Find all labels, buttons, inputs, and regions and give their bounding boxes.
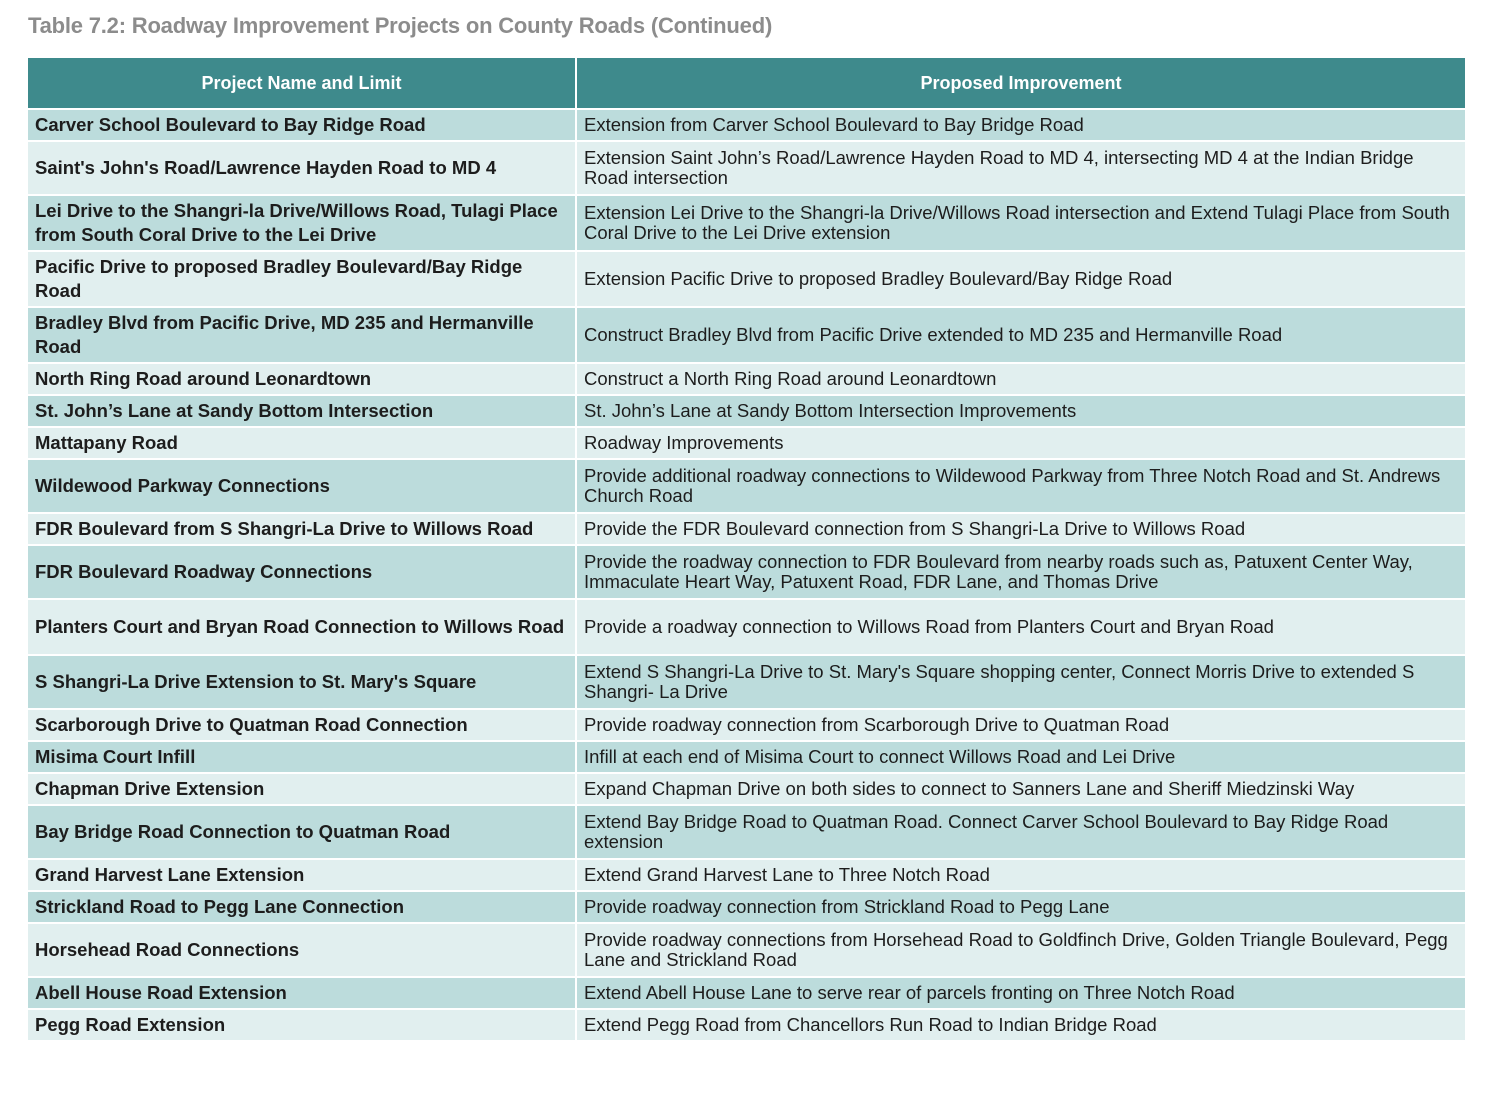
project-name-cell: Scarborough Drive to Quatman Road Connection [28,709,576,741]
proposed-improvement-cell: Provide the roadway connection to FDR Boulevard from nearby roads such as, Patuxent Center Way, Immaculate Heart Way, Patuxent Road, FDR Lane, and Thomas Drive [576,545,1465,599]
table-row [28,709,1465,741]
column-header-improvement: Proposed Improvement [576,58,1465,109]
proposed-improvement-cell: Expand Chapman Drive on both sides to connect to Sanners Lane and Sheriff Miedzinski Way [576,773,1465,805]
proposed-improvement-cell: Extension from Carver School Boulevard to Bay Bridge Road [576,109,1465,141]
table-caption: Table 7.2: Roadway Improvement Projects on County Roads (Continued) [28,13,773,38]
project-name-cell: Mattapany Road [28,427,576,459]
table-row [28,891,1465,923]
project-name-cell: Planters Court and Bryan Road Connection to Willows Road [28,599,576,655]
project-name-cell: Carver School Boulevard to Bay Ridge Road [28,109,576,141]
table-row [28,427,1465,459]
table-header-row [28,58,1465,109]
proposed-improvement-cell: Provide the FDR Boulevard connection from S Shangri-La Drive to Willows Road [576,513,1465,545]
proposed-improvement-cell: Extension Saint John’s Road/Lawrence Hayden Road to MD 4, intersecting MD 4 at the Indian Bridge Road intersection [576,141,1465,195]
proposed-improvement-cell: Extension Lei Drive to the Shangri-la Drive/Willows Road intersection and Extend Tulagi Place from South Coral Drive to the Lei Drive extension [576,195,1465,251]
project-name-cell: Bay Bridge Road Connection to Quatman Road [28,805,576,859]
project-name-cell: Grand Harvest Lane Extension [28,859,576,891]
project-name-cell: S Shangri-La Drive Extension to St. Mary's Square [28,655,576,709]
project-name-cell: Abell House Road Extension [28,977,576,1009]
proposed-improvement-cell: St. John’s Lane at Sandy Bottom Intersection Improvements [576,395,1465,427]
project-name-cell: Pacific Drive to proposed Bradley Boulevard/Bay Ridge Road [28,251,576,307]
proposed-improvement-cell: Provide roadway connections from Horsehead Road to Goldfinch Drive, Golden Triangle Boulevard, Pegg Lane and Strickland Road [576,923,1465,977]
proposed-improvement-cell: Construct a North Ring Road around Leonardtown [576,363,1465,395]
table-row [28,655,1465,709]
proposed-improvement-cell: Infill at each end of Misima Court to connect Willows Road and Lei Drive [576,741,1465,773]
table-row [28,251,1465,307]
proposed-improvement-cell: Roadway Improvements [576,427,1465,459]
column-header-project: Project Name and Limit [28,58,576,109]
project-name-cell: FDR Boulevard Roadway Connections [28,545,576,599]
proposed-improvement-cell: Extend Bay Bridge Road to Quatman Road. Connect Carver School Boulevard to Bay Ridge Road extension [576,805,1465,859]
project-name-cell: Strickland Road to Pegg Lane Connection [28,891,576,923]
table-row [28,513,1465,545]
project-name-cell: Horsehead Road Connections [28,923,576,977]
table-row [28,977,1465,1009]
proposed-improvement-cell: Extend Abell House Lane to serve rear of parcels fronting on Three Notch Road [576,977,1465,1009]
table-row [28,805,1465,859]
proposed-improvement-cell: Provide roadway connection from Scarborough Drive to Quatman Road [576,709,1465,741]
table-row [28,599,1465,655]
project-name-cell: Wildewood Parkway Connections [28,459,576,513]
project-name-cell: FDR Boulevard from S Shangri-La Drive to Willows Road [28,513,576,545]
project-name-cell: Saint's John's Road/Lawrence Hayden Road to MD 4 [28,141,576,195]
proposed-improvement-cell: Provide a roadway connection to Willows Road from Planters Court and Bryan Road [576,599,1465,655]
table-row [28,195,1465,251]
table-row [28,459,1465,513]
project-name-cell: North Ring Road around Leonardtown [28,363,576,395]
table-row [28,307,1465,363]
proposed-improvement-cell: Extend Pegg Road from Chancellors Run Road to Indian Bridge Road [576,1009,1465,1041]
proposed-improvement-cell: Construct Bradley Blvd from Pacific Drive extended to MD 235 and Hermanville Road [576,307,1465,363]
table-row [28,859,1465,891]
table-row [28,1009,1465,1041]
table-row [28,773,1465,805]
proposed-improvement-cell: Extend Grand Harvest Lane to Three Notch Road [576,859,1465,891]
proposed-improvement-cell: Extension Pacific Drive to proposed Bradley Boulevard/Bay Ridge Road [576,251,1465,307]
table-row [28,395,1465,427]
proposed-improvement-cell: Provide roadway connection from Strickland Road to Pegg Lane [576,891,1465,923]
table-row [28,545,1465,599]
project-name-cell: Chapman Drive Extension [28,773,576,805]
roadway-projects-table [28,58,1465,1042]
table-row [28,741,1465,773]
proposed-improvement-cell: Extend S Shangri-La Drive to St. Mary's Square shopping center, Connect Morris Drive to extended S Shangri- La Drive [576,655,1465,709]
project-name-cell: Pegg Road Extension [28,1009,576,1041]
table-row [28,923,1465,977]
table-row [28,141,1465,195]
table-row [28,363,1465,395]
project-name-cell: Lei Drive to the Shangri-la Drive/Willows Road, Tulagi Place from South Coral Drive to the Lei Drive [28,195,576,251]
project-name-cell: Bradley Blvd from Pacific Drive, MD 235 and Hermanville Road [28,307,576,363]
project-name-cell: Misima Court Infill [28,741,576,773]
proposed-improvement-cell: Provide additional roadway connections to Wildewood Parkway from Three Notch Road and St. Andrews Church Road [576,459,1465,513]
project-name-cell: St. John’s Lane at Sandy Bottom Intersection [28,395,576,427]
table-row [28,109,1465,141]
